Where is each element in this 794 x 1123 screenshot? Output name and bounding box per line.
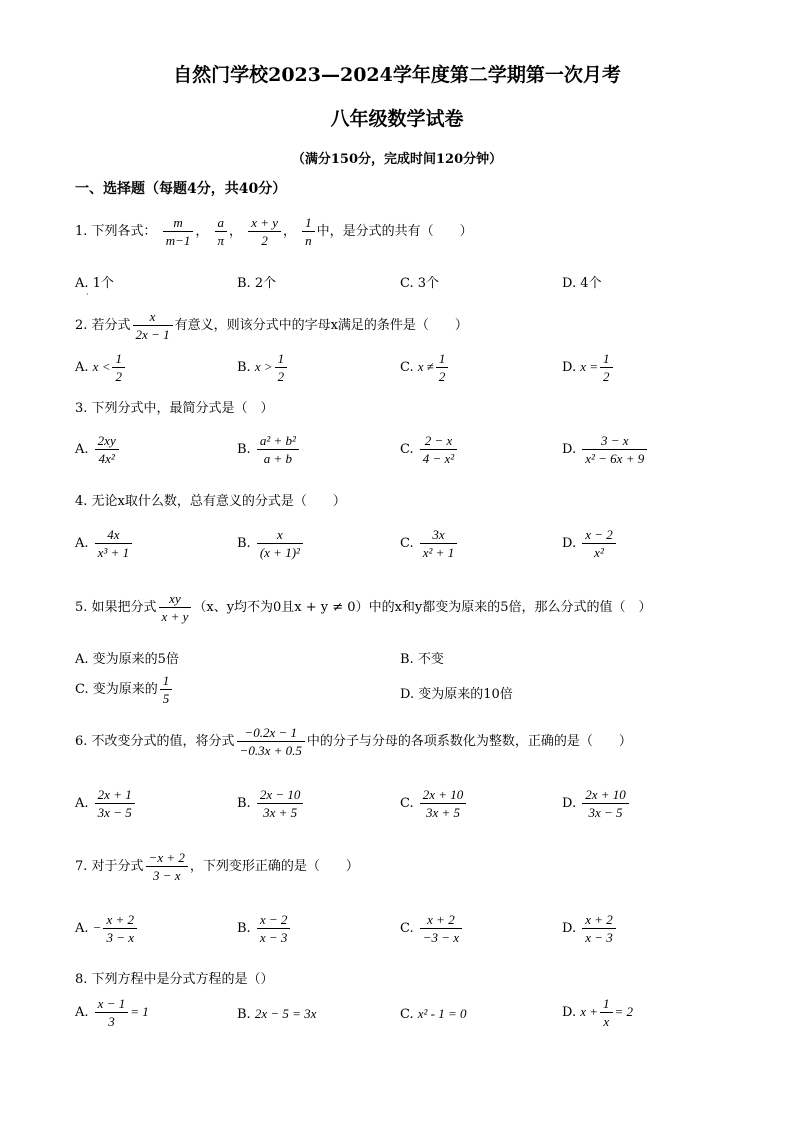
q6-option-b: B. $\frac{2x - 10}{3x + 5}$ xyxy=(237,786,305,821)
q5-option-b: B. 不变 xyxy=(400,652,444,667)
fraction: $\frac{-x + 2}{3 - x}$ xyxy=(146,849,188,884)
q2-option-d: D. x = $\frac{1}{2}$ xyxy=(562,350,615,385)
question-4-stem: 4. 无论x取什么数，总有意义的分式是（ ） xyxy=(75,494,346,509)
q1-option-c: C. 3个 xyxy=(400,276,440,291)
q3-option-d: D. $\frac{3 - x}{\text{x² − 6x + 9}}$ xyxy=(562,432,649,467)
q5-option-d: D. 变为原来的10倍 xyxy=(400,687,513,702)
q6-option-a: A. $\frac{2x + 1}{3x - 5}$ xyxy=(75,786,137,821)
q8-option-c: C. x² - 1 = 0 xyxy=(400,1006,467,1022)
q3-option-c: C. $\frac{2 - x}{\text{4 − x²}}$ xyxy=(400,432,459,467)
q8-option-b: B. 2x − 5 = 3x xyxy=(237,1006,317,1022)
q2-option-c: C. x ≠ $\frac{1}{2}$ xyxy=(400,350,450,385)
q7-option-b: B. $\frac{x - 2}{x - 3}$ xyxy=(237,911,292,946)
q4-option-b: B. $\frac{x}{\text{(x + 1)²}}$ xyxy=(237,526,305,561)
question-3-stem: 3. 下列分式中，最简分式是（ ） xyxy=(75,401,274,416)
fraction: $\frac{-0.2x - 1}{-0.3x + 0.5}$ xyxy=(237,724,305,759)
question-2-stem: 2. 若分式 $\frac{x}{2x - 1}$ 有意义，则该分式中的字母x满足的条件是（ ） xyxy=(75,309,468,342)
q5-option-c: C. 变为原来的 $\frac{1}{5}$ xyxy=(75,672,174,707)
q4-option-c: C. $\frac{3x}{\text{x² + 1}}$ xyxy=(400,526,459,561)
q7-option-a: A. − $\frac{x + 2}{3 - x}$ xyxy=(75,911,139,946)
q7-option-d: D. $\frac{x + 2}{x - 3}$ xyxy=(562,911,618,946)
exam-title: 自然门学校2023—2024学年度第二学期第一次月考 xyxy=(173,64,621,86)
q2-option-a: A. x < $\frac{1}{2}$ xyxy=(75,350,127,385)
q7-option-c: C. $\frac{x + 2}{-3 - x}$ xyxy=(400,911,464,946)
fraction: $\frac{x}{2x - 1}$ xyxy=(133,308,173,343)
exam-note: （满分150分，完成时间120分钟） xyxy=(291,152,503,167)
question-8-stem: 8. 下列方程中是分式方程的是（） xyxy=(75,972,274,987)
q1-option-a: A. 1个 xyxy=(75,276,114,291)
fraction: $\frac{1}{n}$ xyxy=(302,214,315,249)
q6-option-d: D. $\frac{2x + 10}{3x - 5}$ xyxy=(562,786,631,821)
q5-option-a: A. 变为原来的5倍 xyxy=(75,652,179,667)
q8-option-a: A. $\frac{x - 1}{3}$ = 1 xyxy=(75,996,149,1029)
section-title: 一、选择题（每题4分，共40分） xyxy=(75,181,287,197)
question-6-stem: 6. 不改变分式的值，将分式 $\frac{-0.2x - 1}{-0.3x + 0.5}$ 中的分子与分母的各项系数化为整数，正确的是（ ） xyxy=(75,725,632,758)
q1-option-d: D. 4个 xyxy=(562,276,602,291)
q3-option-b: B. $\frac{\text{a² + b²}}{a + b}$ xyxy=(237,432,301,467)
exam-subtitle: 八年级数学试卷 xyxy=(330,108,464,130)
q6-option-c: C. $\frac{2x + 10}{3x + 5}$ xyxy=(400,786,468,821)
question-7-stem: 7. 对于分式 $\frac{-x + 2}{3 - x}$ ，下列变形正确的是（ ） xyxy=(75,850,359,883)
q1-option-b: B. 2个 xyxy=(237,276,277,291)
question-1-stem: 1. 下列各式： $\frac{m}{m-1}$ ， $\frac{a}{\pi}$ ， $\frac{x + y}{2}$ ， $\frac{1}{n}$ 中，是分式的共有（ ） xyxy=(75,215,473,248)
stray-dot: · xyxy=(86,290,89,299)
fraction: $\frac{m}{m-1}$ xyxy=(163,214,194,249)
q2-option-b: B. x > $\frac{1}{2}$ xyxy=(237,350,289,385)
q4-option-a: A. $\frac{4x}{\text{x³ + 1}}$ xyxy=(75,526,134,561)
fraction: $\frac{xy}{x + y}$ xyxy=(159,590,192,625)
q4-option-d: D. $\frac{x - 2}{\text{x²}}$ xyxy=(562,526,618,561)
question-5-stem: 5. 如果把分式 $\frac{xy}{x + y}$ （x、y均不为0且x + y ≠ 0）中的x和y都变为原来的5倍，那么分式的值（ ） xyxy=(75,591,652,624)
fraction: $\frac{x + y}{2}$ xyxy=(248,214,281,249)
q8-option-d: D. x + $\frac{1}{x}$ = 2 xyxy=(562,996,634,1029)
fraction: $\frac{a}{\pi}$ xyxy=(215,214,228,249)
q3-option-a: A. $\frac{2xy}{\text{4x²}}$ xyxy=(75,432,121,467)
